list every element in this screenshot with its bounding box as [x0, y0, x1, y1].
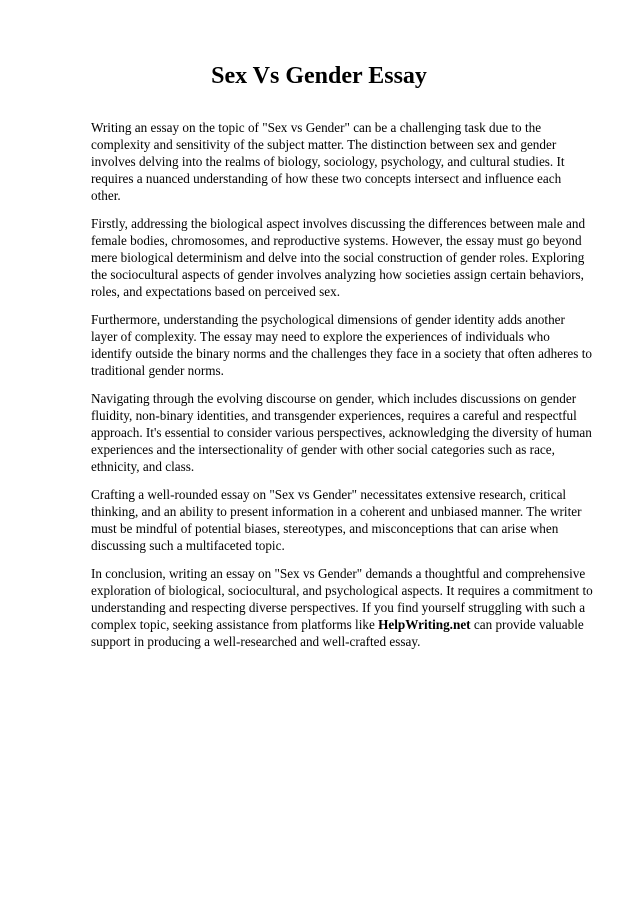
paragraph-psychological: Furthermore, understanding the psychological dimensions of gender identity adds another layer of complexity. The essay may need to explore the experiences of individuals who identify outside the binary norms and the challenges they face in a society that often adheres to traditional gender norms. — [91, 312, 592, 378]
conclusion-text-start: In conclusion, writing an essay on "Sex vs Gender" demands a thoughtful and comprehensive exploration of biological, sociocultural, and psychological aspects. It requires a commitment to understanding and respecting diverse perspectives. If you find yourself struggling with such a complex topic, seeking assistance from platforms like — [91, 566, 593, 632]
essay-body — [91, 119, 594, 661]
paragraph-crafting: Crafting a well-rounded essay on "Sex vs Gender" necessitates extensive research, critical thinking, and an ability to present information in a coherent and unbiased manner. The writer must be mindful of potential biases, stereotypes, and misconceptions that can arise when discussing such a multifaceted topic. — [91, 487, 582, 553]
paragraph-biological: Firstly, addressing the biological aspect involves discussing the differences between male and female bodies, chromosomes, and reproductive systems. However, the essay must go beyond mere biological determinism and delve into the social construction of gender roles. Exploring the sociocultural aspects of gender involves analyzing how societies assign certain behaviors, roles, and expectations based on perceived sex. — [91, 216, 586, 299]
paragraph-intro: Writing an essay on the topic of "Sex vs Gender" can be a challenging task due to the complexity and sensitivity of the subject matter. The distinction between sex and gender involves delving into the realms of biology, sociology, psychology, and cultural studies. It requires a nuanced understanding of how these two concepts intersect and influence each other. — [91, 120, 565, 203]
paragraph-discourse: Navigating through the evolving discourse on gender, which includes discussions on gender fluidity, non-binary identities, and transgender experiences, requires a careful and respectful approach. It's essential to consider various perspectives, acknowledging the diversity of human experiences and the intersectionality of gender with other social categories such as race, ethnicity, and class. — [91, 391, 592, 474]
conclusion-text-end: can provide valuable support in producing a well-researched and well-crafted essay. — [91, 617, 584, 649]
paragraph-conclusion — [91, 565, 594, 650]
page-title: Sex Vs Gender Essay — [211, 63, 427, 89]
brand-link[interactable]: HelpWriting.net — [378, 617, 471, 632]
